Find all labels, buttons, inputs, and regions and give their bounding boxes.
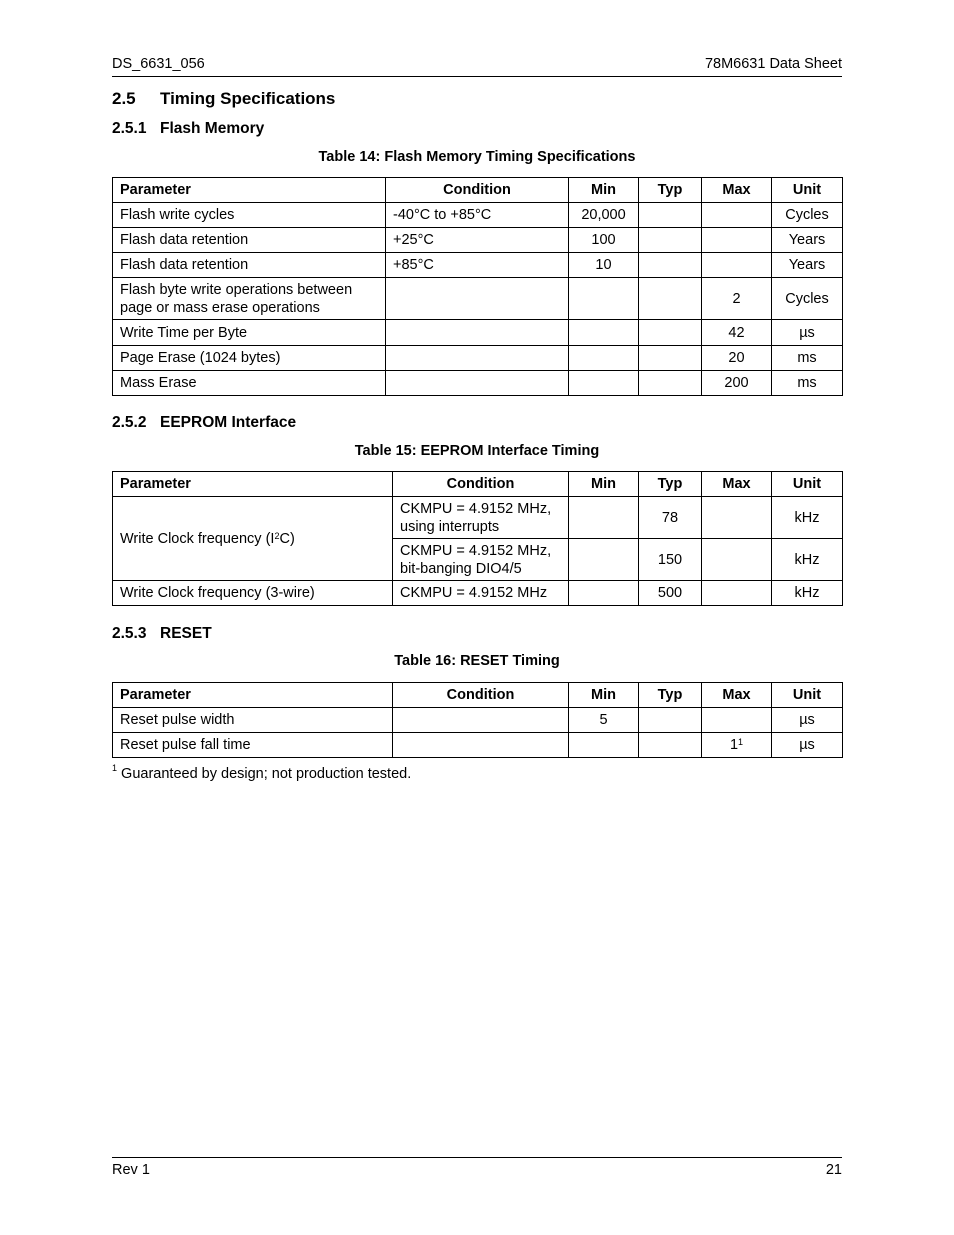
cell-unit: ms bbox=[772, 346, 843, 371]
footnote-mark: 1 bbox=[112, 763, 118, 773]
table-row bbox=[113, 733, 843, 758]
section-heading: 2.5 Timing Specifications bbox=[112, 89, 336, 108]
cell-condition bbox=[393, 708, 569, 733]
page-number: 21 bbox=[825, 1162, 842, 1178]
cell-parameter: Write Clock frequency (3-wire) bbox=[113, 581, 393, 606]
cell-parameter: Mass Erase bbox=[113, 371, 386, 396]
cell-condition: +85°C bbox=[386, 253, 569, 278]
cell-min bbox=[569, 278, 639, 320]
cell-max bbox=[702, 228, 772, 253]
col-min: Min bbox=[569, 178, 639, 203]
cell-condition: +25°C bbox=[386, 228, 569, 253]
col-max: Max bbox=[702, 178, 772, 203]
cell-unit: µs bbox=[772, 708, 843, 733]
cell-min: 20,000 bbox=[569, 203, 639, 228]
cell-condition bbox=[386, 320, 569, 346]
cell-unit: Cycles bbox=[772, 278, 843, 320]
cell-min: 10 bbox=[569, 253, 639, 278]
cell-parameter: Flash data retention bbox=[113, 253, 386, 278]
cell-min bbox=[569, 320, 639, 346]
col-condition: Condition bbox=[386, 178, 569, 203]
cell-parameter: Reset pulse width bbox=[113, 708, 393, 733]
table-row bbox=[113, 497, 843, 539]
cell-parameter: Write Time per Byte bbox=[113, 320, 386, 346]
footnote-text: Guaranteed by design; not production tested. bbox=[121, 766, 412, 782]
col-condition: Condition bbox=[393, 683, 569, 708]
cell-min bbox=[569, 581, 639, 606]
cell-typ: 150 bbox=[639, 539, 702, 581]
cell-max bbox=[702, 708, 772, 733]
col-condition: Condition bbox=[393, 472, 569, 497]
table15 bbox=[112, 471, 843, 606]
cell-condition bbox=[386, 346, 569, 371]
cell-unit: kHz bbox=[772, 497, 843, 539]
cell-parameter: Flash data retention bbox=[113, 228, 386, 253]
cell-unit: kHz bbox=[772, 581, 843, 606]
cell-parameter: Write Clock frequency $(I^2C)$ bbox=[113, 497, 393, 581]
footnote-ref: 1 bbox=[738, 737, 744, 747]
table14-caption: Table 14: Flash Memory Timing Specifications bbox=[318, 149, 636, 165]
cell-condition bbox=[393, 733, 569, 758]
col-typ: Typ bbox=[639, 472, 702, 497]
cell-condition bbox=[386, 278, 569, 320]
cell-parameter: Flash write cycles bbox=[113, 203, 386, 228]
col-typ: Typ bbox=[639, 683, 702, 708]
cell-max: 200 bbox=[702, 371, 772, 396]
cell-typ bbox=[639, 371, 702, 396]
cell-max bbox=[702, 203, 772, 228]
table-row bbox=[113, 581, 843, 606]
cell-max bbox=[702, 253, 772, 278]
doc-title: 78M6631 Data Sheet bbox=[704, 56, 842, 72]
footnote bbox=[112, 763, 412, 782]
subsection-heading-eeprom: 2.5.2 EEPROM Interface bbox=[112, 414, 297, 431]
cell-unit: Cycles bbox=[772, 203, 843, 228]
cell-condition: CKMPU = 4.9152 MHz bbox=[393, 581, 569, 606]
doc-id: DS_6631_056 bbox=[112, 56, 205, 72]
cell-typ bbox=[639, 346, 702, 371]
col-typ: Typ bbox=[639, 178, 702, 203]
cell-max: 20 bbox=[702, 346, 772, 371]
cell-min bbox=[569, 497, 639, 539]
col-parameter: Parameter bbox=[113, 472, 393, 497]
table14 bbox=[112, 177, 843, 396]
table-row bbox=[113, 203, 843, 228]
cell-min: 100 bbox=[569, 228, 639, 253]
subsection-heading-reset: 2.5.3 RESET bbox=[112, 625, 212, 642]
cell-min bbox=[569, 539, 639, 581]
cell-min bbox=[569, 371, 639, 396]
cell-max: $1^1$ bbox=[702, 733, 772, 758]
col-max: Max bbox=[702, 683, 772, 708]
col-max: Max bbox=[702, 472, 772, 497]
col-min: Min bbox=[569, 683, 639, 708]
cell-parameter: Reset pulse fall time bbox=[113, 733, 393, 758]
cell-condition: -40°C to +85°C bbox=[386, 203, 569, 228]
cell-unit: µs bbox=[772, 733, 843, 758]
cell-typ: 500 bbox=[639, 581, 702, 606]
cell-max: 2 bbox=[702, 278, 772, 320]
cell-typ: 78 bbox=[639, 497, 702, 539]
cell-condition: CKMPU = 4.9152 MHz, bit-banging DIO4/5 bbox=[393, 539, 569, 581]
col-unit: Unit bbox=[772, 683, 843, 708]
table-row bbox=[113, 708, 843, 733]
cell-unit: Years bbox=[772, 228, 843, 253]
cell-max bbox=[702, 497, 772, 539]
table16 bbox=[112, 682, 843, 758]
col-min: Min bbox=[569, 472, 639, 497]
col-parameter: Parameter bbox=[113, 178, 386, 203]
cell-unit: ms bbox=[772, 371, 843, 396]
cell-min bbox=[569, 733, 639, 758]
cell-parameter: Page Erase (1024 bytes) bbox=[113, 346, 386, 371]
cell-typ bbox=[639, 228, 702, 253]
cell-parameter: Flash byte write operations between page or mass erase operations bbox=[113, 278, 386, 320]
cell-condition: CKMPU = 4.9152 MHz, using interrupts bbox=[393, 497, 569, 539]
table-header-row bbox=[113, 178, 843, 203]
cell-condition bbox=[386, 371, 569, 396]
cell-typ bbox=[639, 733, 702, 758]
revision: Rev 1 bbox=[112, 1162, 150, 1178]
cell-min bbox=[569, 346, 639, 371]
cell-max bbox=[702, 581, 772, 606]
cell-unit: µs bbox=[772, 320, 843, 346]
table-row bbox=[113, 371, 843, 396]
page-header bbox=[112, 56, 842, 77]
cell-typ bbox=[639, 320, 702, 346]
cell-typ bbox=[639, 253, 702, 278]
cell-max: 42 bbox=[702, 320, 772, 346]
cell-min: 5 bbox=[569, 708, 639, 733]
cell-typ bbox=[639, 203, 702, 228]
table-row bbox=[113, 320, 843, 346]
table-row bbox=[113, 278, 843, 320]
table-row bbox=[113, 346, 843, 371]
page-footer bbox=[112, 1157, 842, 1182]
table-header-row bbox=[113, 472, 843, 497]
col-unit: Unit bbox=[772, 178, 843, 203]
table15-caption: Table 15: EEPROM Interface Timing bbox=[354, 443, 600, 459]
cell-typ bbox=[639, 708, 702, 733]
cell-max bbox=[702, 539, 772, 581]
subsection-heading-flash: 2.5.1 Flash Memory bbox=[112, 120, 265, 137]
cell-unit: Years bbox=[772, 253, 843, 278]
col-parameter: Parameter bbox=[113, 683, 393, 708]
table16-caption: Table 16: RESET Timing bbox=[394, 653, 560, 669]
cell-typ bbox=[639, 278, 702, 320]
col-unit: Unit bbox=[772, 472, 843, 497]
table-row bbox=[113, 228, 843, 253]
table-header-row bbox=[113, 683, 843, 708]
table-row bbox=[113, 253, 843, 278]
cell-unit: kHz bbox=[772, 539, 843, 581]
